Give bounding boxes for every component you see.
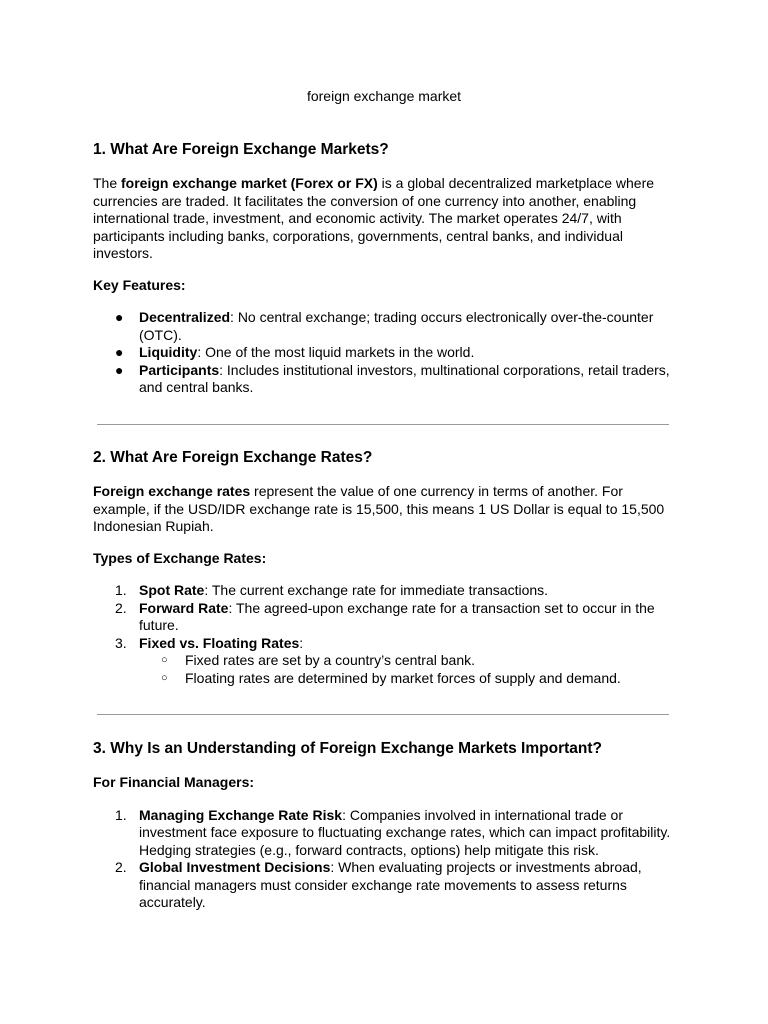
section-heading: 1. What Are Foreign Exchange Markets? [93, 141, 389, 158]
list-text: : When evaluating projects or investments abroad, financial managers must consider exchange rate movements to assess returns accurately. [139, 859, 642, 910]
section-exchange-rates [93, 448, 673, 687]
list-term: Decentralized [139, 309, 231, 325]
list-item [93, 859, 673, 912]
list-term: Forward Rate [139, 599, 229, 616]
list-item [93, 344, 673, 362]
numbered-list [93, 807, 673, 912]
sub-list-item [93, 652, 673, 670]
bullet-icon: ● [115, 309, 124, 325]
paragraph-text: The [93, 175, 122, 191]
list-text: : Companies involved in international trade or investment face exposure to fluctuating exchange rates, which can impact profitability. Hedging strategies (e.g., forward contracts, options) help mitigate this risk. [139, 806, 671, 858]
list-term: Liquidity [139, 344, 198, 360]
section-paragraph [93, 175, 673, 263]
list-text: : The current exchange rate for immediate transactions. [204, 582, 549, 598]
sub-list-item [93, 670, 673, 688]
section-paragraph [93, 483, 673, 536]
document-title: foreign exchange market [306, 88, 462, 104]
section-forex-markets [93, 140, 673, 397]
list-item [93, 362, 673, 397]
list-text: : One of the most liquid markets in the world. [197, 344, 475, 360]
subheading: Types of Exchange Rates: [93, 549, 267, 566]
sub-bullet-list [93, 652, 673, 687]
section-heading: 2. What Are Foreign Exchange Rates? [93, 449, 373, 466]
list-number: 2. [115, 599, 127, 616]
paragraph-text: represent the value of one currency in terms of another. For example, if the USD/IDR exchange rate is 15,500, this means 1 US Dollar is equal to 15,500 Indonesian Rupiah. [93, 483, 665, 534]
horizontal-divider [97, 424, 669, 425]
list-item [93, 600, 673, 635]
list-number: 2. [115, 859, 127, 875]
list-item [93, 582, 673, 600]
list-text: Floating rates are determined by market forces of supply and demand. [185, 669, 621, 686]
list-term: Participants [139, 361, 220, 378]
section-heading: 3. Why Is an Understanding of Foreign Exchange Markets Important? [93, 740, 602, 757]
list-term: Managing Exchange Rate Risk [139, 806, 343, 823]
list-item [93, 309, 673, 344]
list-text: : Includes institutional investors, multinational corporations, retail traders, and central banks. [139, 361, 670, 395]
list-number: 1. [115, 582, 127, 598]
list-text: : [299, 634, 304, 651]
horizontal-divider [97, 714, 669, 715]
subheading: Key Features: [93, 276, 186, 293]
list-number: 1. [115, 806, 127, 823]
list-term: Fixed vs. Floating Rates [139, 634, 300, 651]
list-term: Spot Rate [139, 582, 205, 598]
bullet-icon: ● [115, 361, 124, 378]
list-term: Global Investment Decisions [139, 859, 331, 875]
list-text: Fixed rates are set by a country’s central bank. [185, 652, 475, 668]
section-importance [93, 739, 673, 912]
bullet-icon: ● [115, 344, 124, 360]
bold-term: Foreign exchange rates [93, 483, 251, 499]
list-text: : The agreed-upon exchange rate for a transaction set to occur in the future. [139, 599, 655, 633]
hollow-bullet-icon: ○ [161, 654, 168, 666]
list-number: 3. [115, 634, 127, 651]
bold-term: foreign exchange market (Forex or FX) [121, 175, 378, 191]
paragraph-text: is a global decentralized marketplace where currencies are traded. It facilitates the conversion of one currency into another, enabling international trade, investment, and economic activity. The market operates 24/7, with participants including banks, corporations, governments, central banks, and individual investors. [93, 175, 655, 261]
numbered-list [93, 582, 673, 652]
list-item [93, 807, 673, 860]
hollow-bullet-icon: ○ [161, 671, 168, 684]
list-item [93, 635, 673, 653]
list-text: : No central exchange; trading occurs electronically over-the-counter (OTC). [139, 309, 654, 343]
subheading: For Financial Managers: [93, 774, 255, 790]
bullet-list [93, 309, 673, 397]
